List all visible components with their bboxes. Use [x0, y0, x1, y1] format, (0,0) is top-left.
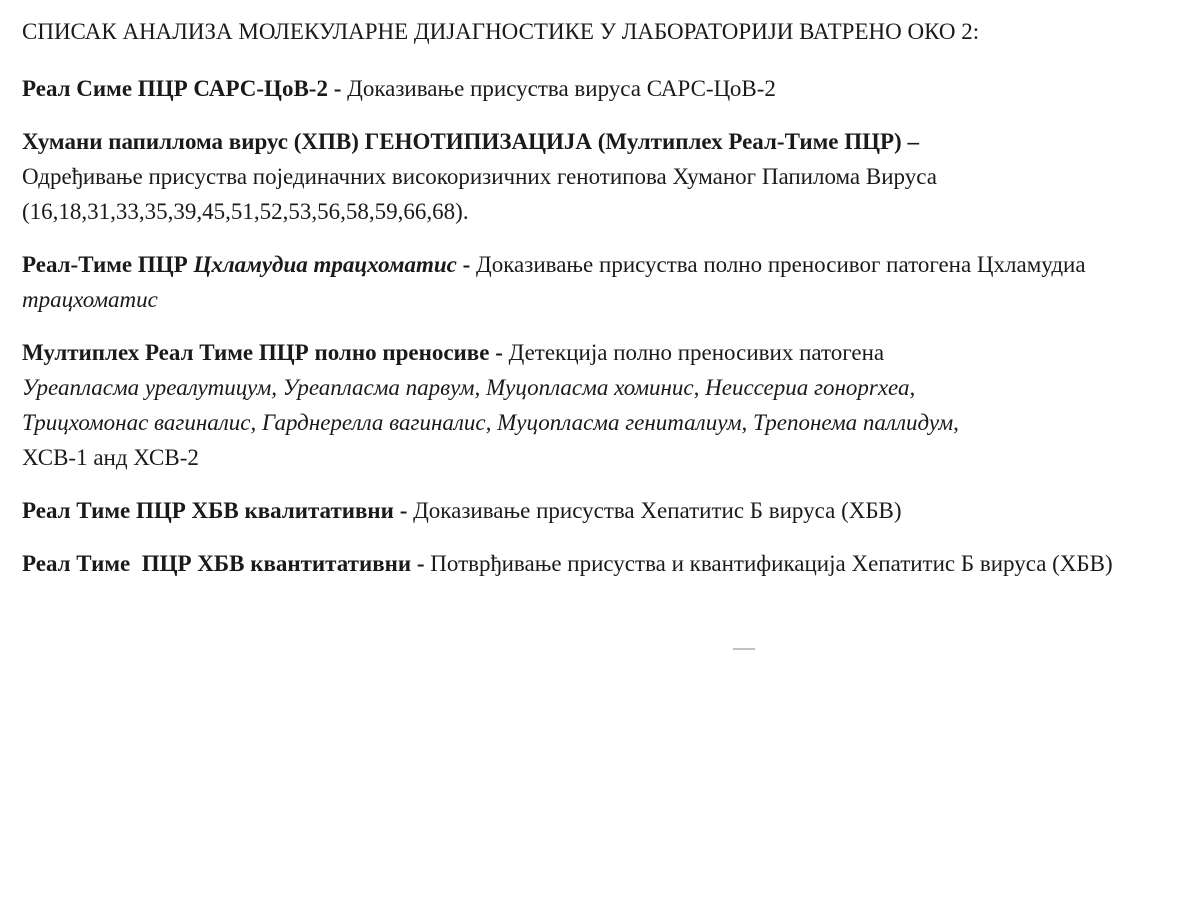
entry-text — [22, 124, 1182, 159]
document-page — [22, 14, 1182, 599]
entry-separator: - — [416, 551, 425, 576]
entry-sars-cov-2 — [22, 71, 1182, 106]
entry-description: Доказивање присуства Хепатитис Б вируса (ХБВ) — [413, 498, 902, 523]
pathogen-list-tail: ХСВ-1 анд ХСВ-2 — [22, 445, 199, 470]
entry-text — [22, 335, 1182, 370]
scan-smudge-mark — [733, 648, 755, 650]
entry-separator: - — [333, 76, 342, 101]
entry-hbv-qualitative — [22, 493, 1182, 528]
entry-description: Потврђивање присуства и квантификација Хепатитис Б вируса (ХБВ) — [430, 551, 1113, 576]
entry-text — [22, 247, 1182, 317]
entry-title-italic: Цхламудиа трацхоматис — [193, 252, 457, 277]
entry-description: Доказивање присуства полно преносивог патогена Цхламудиа — [476, 252, 1086, 277]
entry-chlamydia — [22, 247, 1182, 317]
entry-multiplex-sti — [22, 335, 1182, 475]
entry-title: Реал Симе ПЦР САРС-ЦоВ-2 — [22, 76, 328, 101]
entry-description: Детекција полно преносивих патогена — [508, 340, 885, 365]
document-heading: СПИСАК АНАЛИЗА МОЛЕКУЛАРНЕ ДИЈАГНОСТИКЕ У ЛАБОРАТОРИЈИ ВАТРЕНО ОКО 2: — [22, 19, 980, 44]
entry-genotype-list: (16,18,31,33,35,39,45,51,52,53,56,58,59,66,68). — [22, 199, 469, 224]
entry-description: Доказивање присуства вируса САРС-ЦоВ-2 — [347, 76, 776, 101]
entry-separator: - — [399, 498, 408, 523]
pathogen-list-line: Уреапласма уреалутицум, Уреапласма парвум, Муцопласма хоминис, Неиссериа гонорrхеа, — [22, 375, 916, 400]
pathogen-list-line: Трицхомонас вагиналис, Гарднерелла вагиналис, Муцопласма гениталиум, Трепонема паллидум, — [22, 410, 959, 435]
entry-separator: - — [495, 340, 503, 365]
entry-title: Мултиплех Реал Тиме ПЦР полно преносиве — [22, 340, 490, 365]
entry-separator: - — [462, 252, 471, 277]
entry-text — [22, 71, 1182, 106]
entry-separator: – — [907, 129, 919, 154]
entry-hbv-quantitative — [22, 546, 1182, 581]
entry-title: Реал-Тиме ПЦР — [22, 252, 188, 277]
entry-text — [22, 493, 1182, 528]
entry-text — [22, 546, 1182, 581]
entry-description-italic: трацхоматис — [22, 287, 158, 312]
entry-title: Реал Тиме ПЦР ХБВ квантитативни — [22, 551, 412, 576]
entry-description-line: Одређивање присуства појединачних високоризичних генотипова Хуманог Папилома Вируса — [22, 164, 937, 189]
entry-hpv-genotyping — [22, 124, 1182, 229]
entry-title: Реал Тиме ПЦР ХБВ квалитативни — [22, 498, 394, 523]
entry-title: Хумани папиллома вирус (ХПВ) ГЕНОТИПИЗАЦИЈА (Мултиплех Реал-Тиме ПЦР) — [22, 129, 902, 154]
